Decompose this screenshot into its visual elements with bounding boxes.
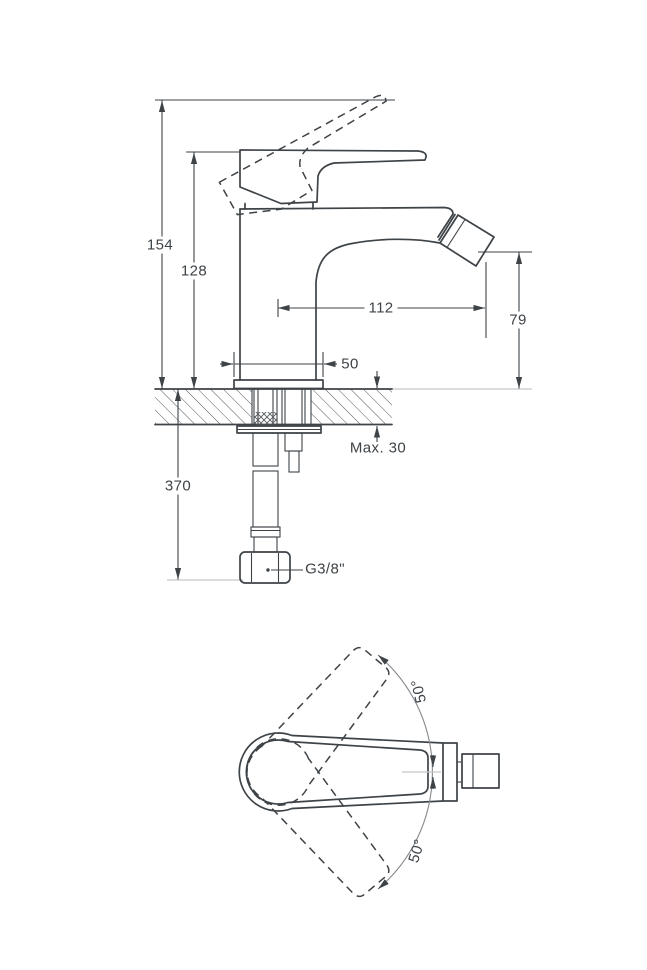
dimension-label-base-width: 50 [341, 355, 359, 373]
label-hose-thread: G3/8" [305, 560, 345, 578]
dimension-label-spout-height: 128 [177, 263, 211, 280]
side-view-drawing [155, 92, 532, 583]
dimension-label-total-height: 154 [143, 237, 177, 254]
dimension-label-swivel-upper: 50° [408, 677, 430, 705]
dimension-label-outlet-height: 79 [505, 312, 531, 329]
dimension-label-hose-length: 370 [161, 478, 195, 495]
dimension-label-swivel-lower: 50° [405, 837, 429, 865]
plan-view-drawing [234, 638, 499, 906]
dimension-label-spout-reach: 112 [364, 300, 397, 317]
dimension-label-max-deck-thickness: Max. 30 [349, 439, 407, 457]
